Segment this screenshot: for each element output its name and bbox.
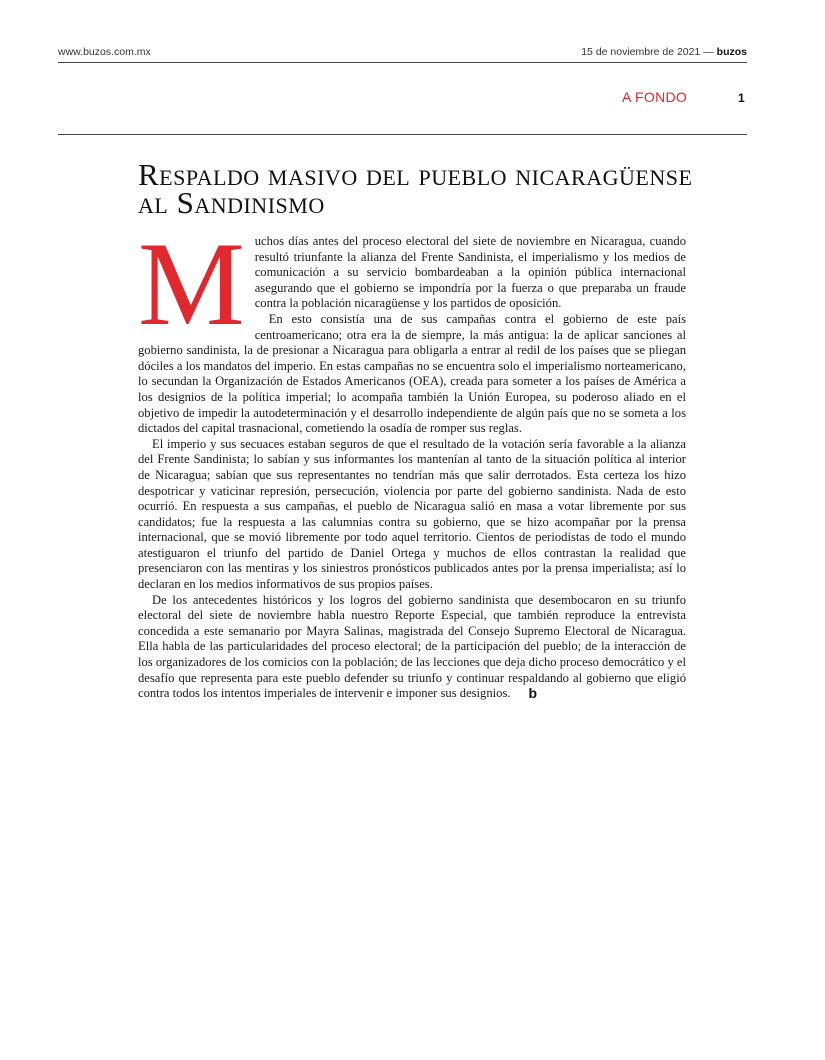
paragraph-2: En esto consistía una de sus campañas contra el gobierno de este país centroamericano; otra era la de siempre, la más antigua: la de aplicar sanciones al gobierno sandinista, la de presionar a Nicaragua para obligarla a entrar al redil de los países que se pliegan dóciles a los mandatos del imperio. En estas campañas no se encuentra solo el imperialismo norteamericano, lo secundan la Organización de Estados Americanos (OEA), creada para someter a los países de América a los designios de la política imperial; lo acompaña también la Unión Europea, su poderoso aliado en el objetivo de impedir la autodeterminación y el desarrollo independiente de algún país que no se someta a los dictados del capital trasnacional, cometiendo la osadía de romper sus reglas. (138, 311, 686, 436)
article-body (138, 217, 686, 702)
paragraph-4-text: De los antecedentes históricos y los logros del gobierno sandinista que desembocaron en su triunfo electoral del siete de noviembre habla nuestro Reporte Especial, que también reproduce la entrevista concedida a este semanario por Mayra Salinas, magistrada del Consejo Supremo Electoral de Nicaragua. Ella habla de las particularidades del proceso electoral; de la participación del pueblo; de la interacción de los organizadores de los comicios con la población; de las lecciones que deja dicho proceso democrático y el desafío que representa para este pueblo defender su triunfo y continuar respaldando al gobierno que eligió contra todos los intentos imperiales de intervenir e imponer sus designios. (138, 592, 686, 701)
brand-name: buzos (716, 46, 747, 58)
section-rule (58, 134, 747, 135)
article-title: Respaldo masivo del pueblo nicaragüense al Sandinismo (138, 157, 693, 220)
site-url: www.buzos.com.mx (58, 46, 151, 58)
header-rule (58, 62, 747, 63)
paragraph-4 (138, 593, 686, 702)
paragraph-1 (138, 217, 686, 350)
paragraph-3: El imperio y sus secuaces estaban seguros de que el resultado de la votación sería favorable a la alianza del Frente Sandinista; lo sabían y sus informantes los mantenían al tanto de la situación política al interior de Nicaragua; sabían que sus representantes no tendrían más que salir derrotados. Esta certeza los hizo despotricar y vaticinar represión, persecución, violencia por parte del gobierno sandinista. Nada de esto ocurrió. En respuesta a sus campañas, el pueblo de Nicaragua salió en masa a votar libremente por sus candidatos; fue la respuesta a las calumnias contra su gobierno, que se hizo acompañar por la prensa internacional, que se movió libremente por todo aquel territorio. Cientos de periodistas de todo el mundo atestiguaron el triunfo del partido de Daniel Ortega y muchos de ellos contrastan la realidad que presenciaron con las mentiras y los siniestros pronósticos publicados antes por la prensa imperialista; así lo declaran en los medios informativos de sus propios países. (138, 436, 686, 592)
end-mark-icon: b (528, 685, 538, 702)
issue-date (581, 46, 747, 58)
running-header (58, 44, 747, 64)
drop-cap: M (138, 217, 245, 350)
page-number: 1 (738, 91, 745, 105)
issue-date-text: 15 de noviembre de 2021 — (581, 46, 714, 58)
section-label: A FONDO (622, 89, 688, 105)
paragraph-1-text: uchos días antes del proceso electoral del siete de noviembre en Nicaragua, cuando resultó triunfante la alianza del Frente Sandinista, el imperialismo y los medios de comunicación a su servicio bombardeaban a la opinión pública internacional asegurando que el gobierno se impondría por la fuerza o que preparaba un fraude contra la población nicaragüense y los partidos de oposición. (254, 234, 686, 311)
